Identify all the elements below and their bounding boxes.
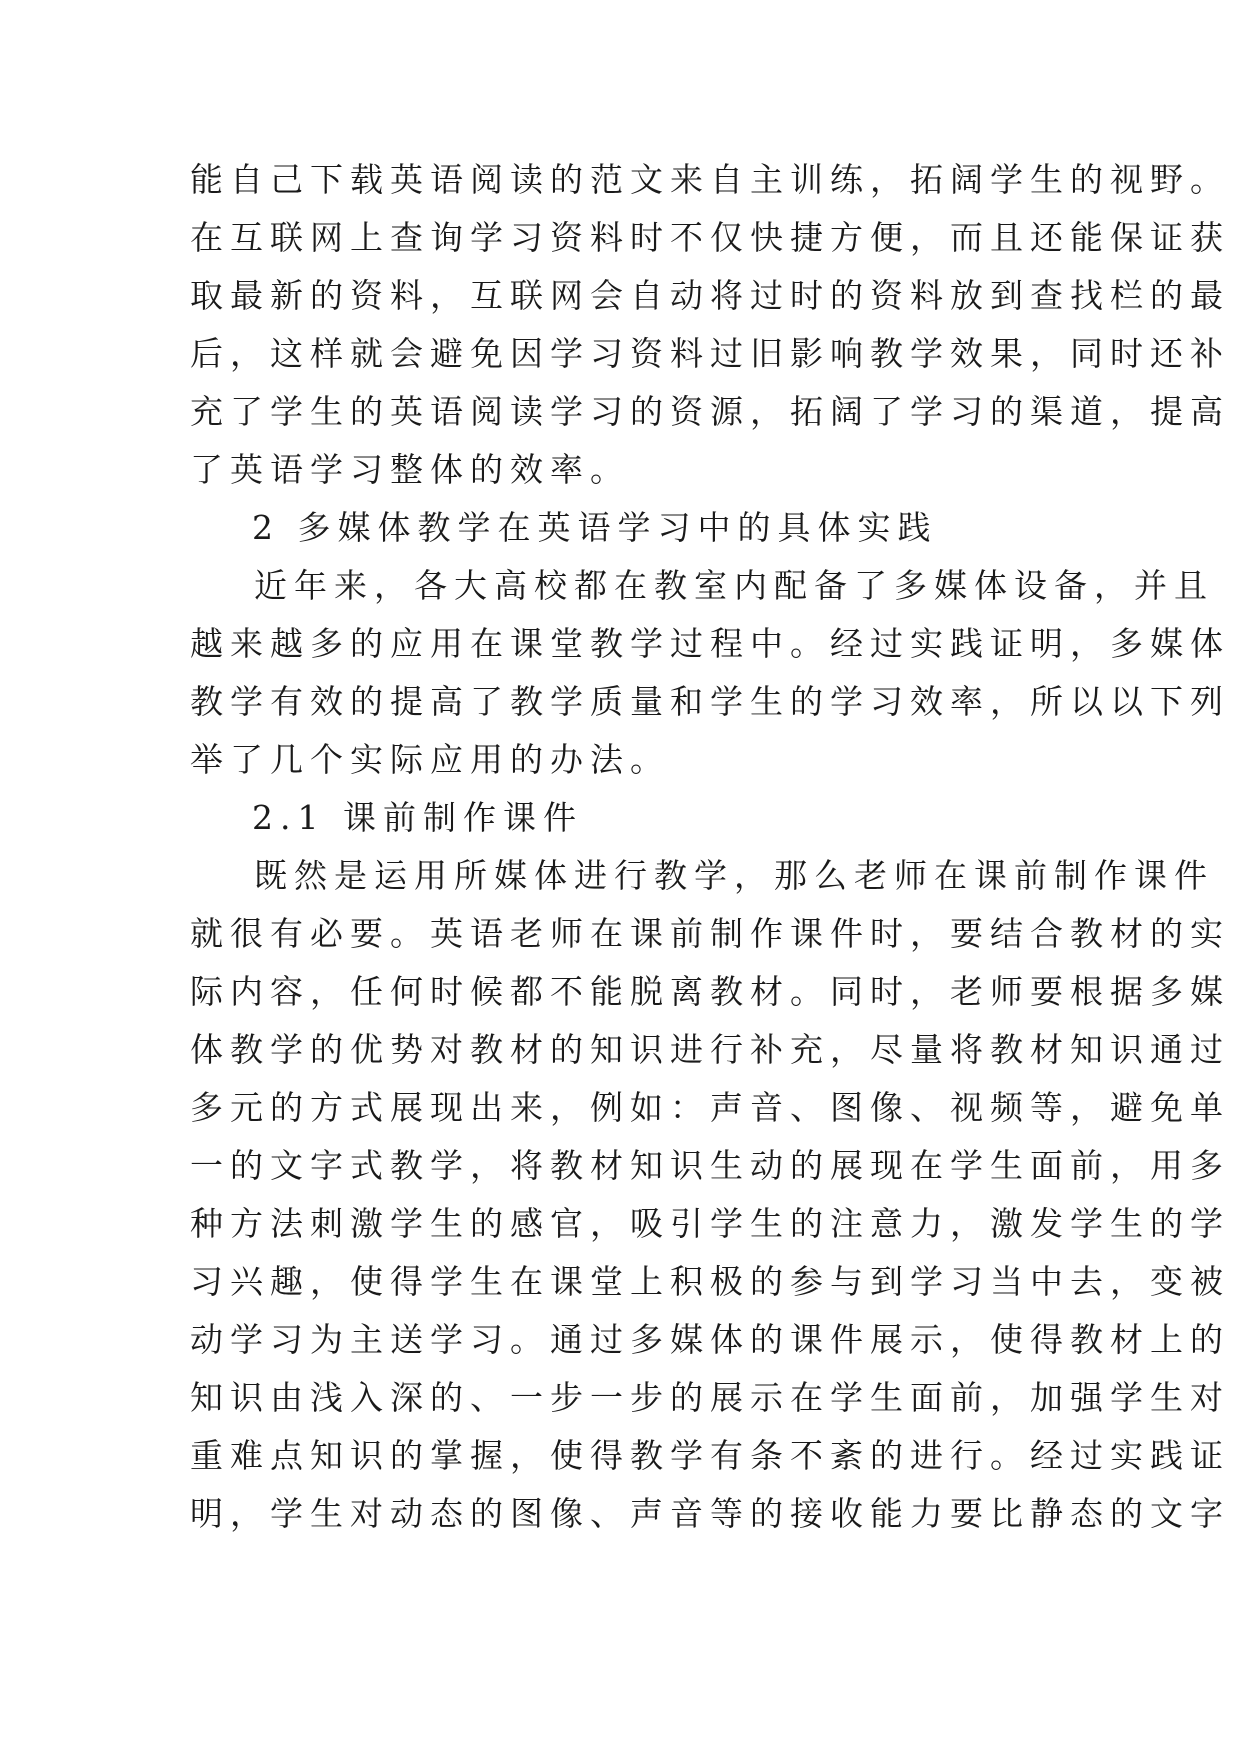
text-line-17: 多元的方式展现出来，例如：声音、图像、视频等，避免单 [190, 1088, 1230, 1127]
text-line-19: 种方法刺激学生的感官，吸引学生的注意力，激发学生的学 [190, 1204, 1230, 1243]
text-line-16: 体教学的优势对教材的知识进行补充，尽量将教材知识通过 [190, 1030, 1230, 1069]
text-line-8: 近年来，各大高校都在教室内配备了多媒体设备，并且 [254, 566, 1214, 605]
section-heading-2-1: 2.1 课前制作课件 [252, 798, 583, 837]
text-line-10: 教学有效的提高了教学质量和学生的学习效率，所以以下列 [190, 682, 1230, 721]
text-line-14: 就很有必要。英语老师在课前制作课件时，要结合教材的实 [190, 914, 1230, 953]
text-line-4: 后，这样就会避免因学习资料过旧影响教学效果，同时还补 [190, 334, 1230, 373]
text-line-21: 动学习为主送学习。通过多媒体的课件展示，使得教材上的 [190, 1320, 1230, 1359]
text-line-24: 明，学生对动态的图像、声音等的接收能力要比静态的文字 [190, 1494, 1230, 1533]
text-line-23: 重难点知识的掌握，使得教学有条不紊的进行。经过实践证 [190, 1436, 1230, 1475]
text-line-5: 充了学生的英语阅读学习的资源，拓阔了学习的渠道，提高 [190, 392, 1230, 431]
text-line-13: 既然是运用所媒体进行教学，那么老师在课前制作课件 [254, 856, 1214, 895]
text-line-3: 取最新的资料，互联网会自动将过时的资料放到查找栏的最 [190, 276, 1230, 315]
text-line-22: 知识由浅入深的、一步一步的展示在学生面前，加强学生对 [190, 1378, 1230, 1417]
text-line-18: 一的文字式教学，将教材知识生动的展现在学生面前，用多 [190, 1146, 1230, 1185]
text-line-20: 习兴趣，使得学生在课堂上积极的参与到学习当中去，变被 [190, 1262, 1230, 1301]
text-line-11: 举了几个实际应用的办法。 [190, 740, 670, 779]
text-line-15: 际内容，任何时候都不能脱离教材。同时，老师要根据多媒 [190, 972, 1230, 1011]
text-line-1: 能自己下载英语阅读的范文来自主训练，拓阔学生的视野。 [190, 160, 1230, 199]
section-heading-2: 2 多媒体教学在英语学习中的具体实践 [252, 508, 938, 547]
text-line-6: 了英语学习整体的效率。 [190, 450, 630, 489]
text-line-9: 越来越多的应用在课堂教学过程中。经过实践证明，多媒体 [190, 624, 1230, 663]
text-line-2: 在互联网上查询学习资料时不仅快捷方便，而且还能保证获 [190, 218, 1230, 257]
